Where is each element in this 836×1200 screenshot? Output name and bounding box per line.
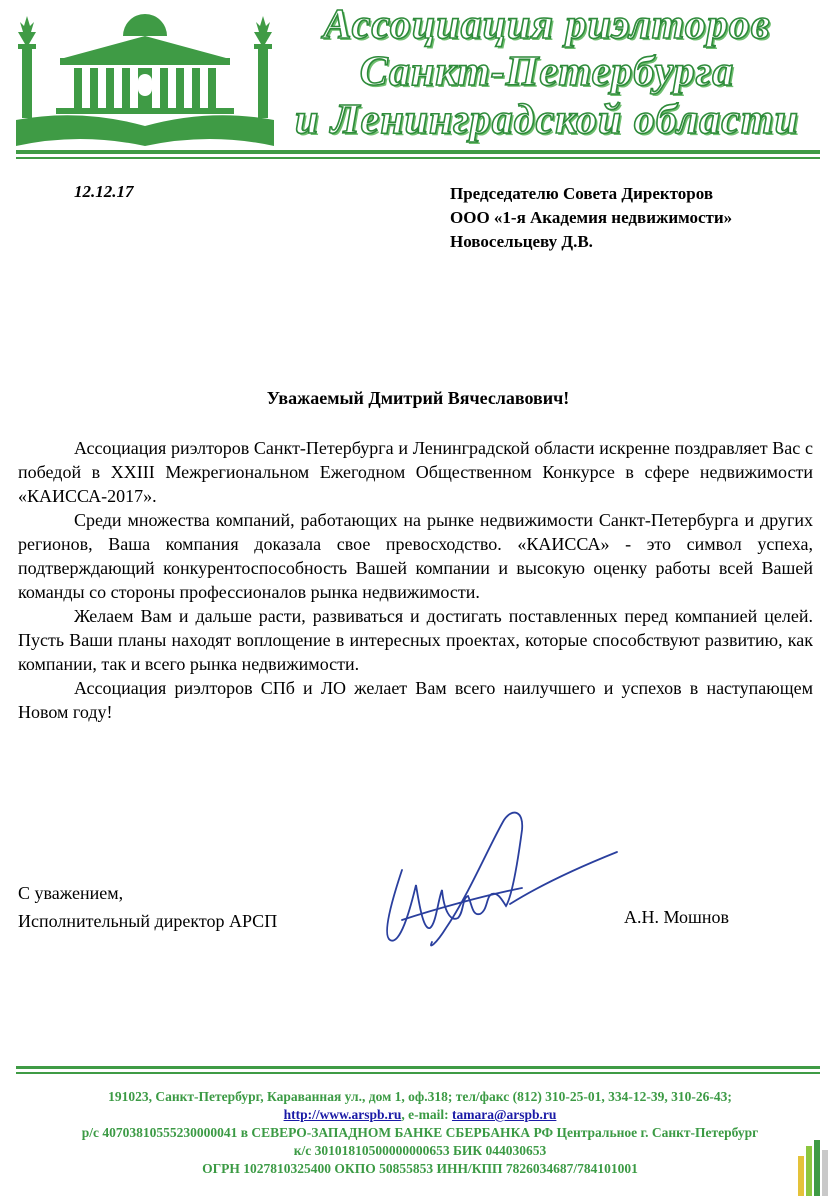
closing-regards: С уважением, xyxy=(18,883,124,903)
addressee-line: Председателю Совета Директоров xyxy=(450,184,714,203)
website-link[interactable]: http://www.arspb.ru xyxy=(283,1107,402,1122)
organization-title xyxy=(282,2,812,144)
body-paragraph: Ассоциация риэлторов СПб и ЛО желает Вам всего наилучшего и успехов в наступающем Новом году! xyxy=(18,678,813,722)
header-divider xyxy=(16,150,820,154)
footer-divider xyxy=(16,1066,820,1069)
footer-bank-account: р/с 40703810555230000041 в СЕВЕРО-ЗАПАДНОМ БАНКЕ СБЕРБАНКА РФ Центральное г. Санкт-Петербург xyxy=(81,1125,759,1140)
salutation: Уважаемый Дмитрий Вячеславович! xyxy=(266,388,570,408)
organization-title-line3: и Ленинградской области xyxy=(295,97,799,143)
letter-body xyxy=(18,436,813,724)
letter-date: 12.12.17 xyxy=(74,182,134,201)
footer-web-line xyxy=(20,1106,820,1124)
email-link[interactable]: tamara@arspb.ru xyxy=(451,1107,557,1122)
association-logo-icon xyxy=(16,8,274,146)
body-paragraph: Среди множества компаний, работающих на рынке недвижимости Санкт-Петербурга и других регионов, Ваша компания доказала свое превосходство. «КАИССА» - это символ успеха, подтверждающий конкурентоспособность Вашей компании и высокую оценку работы всей Вашей команды со стороны профессионалов рынка недвижимости. xyxy=(18,510,813,602)
addressee-block xyxy=(450,182,732,254)
signer-name: А.Н. Мошнов xyxy=(624,907,730,927)
footer-correspondent-account: к/с 30101810500000000653 БИК 044030653 xyxy=(293,1143,547,1158)
organization-title-line1: Ассоциация риэлторов xyxy=(323,2,771,48)
email-label: , e-mail: xyxy=(401,1107,452,1122)
organization-title-line2: Санкт-Петербурга xyxy=(359,49,735,95)
signer-position: Исполнительный директор АРСП xyxy=(18,911,278,931)
footer-divider-thin xyxy=(16,1072,820,1074)
addressee-line: Новосельцеву Д.В. xyxy=(450,232,593,251)
footer-registration-ids: ОГРН 1027810325400 ОКПО 50855853 ИНН/КПП 7826034687/784101001 xyxy=(202,1161,638,1176)
header-divider-thin xyxy=(16,157,820,159)
body-paragraph: Желаем Вам и дальше расти, развиваться и достигать поставленных перед компанией целей. Пусть Ваши планы находят воплощение в интересных проектах, которые способствуют развитию, как компании, так и всего рынка недвижимости. xyxy=(18,606,813,674)
closing-block xyxy=(18,879,277,935)
footer-address: 191023, Санкт-Петербург, Караванная ул., дом 1, оф.318; тел/факс (812) 310-25-01, 334-12-39, 310-26-43; xyxy=(108,1089,732,1104)
body-paragraph: Ассоциация риэлторов Санкт-Петербурга и Ленинградской области искренне поздравляет Вас с победой в XXIII Межрегиональном Ежегодном Общественном Конкурсе в сфере недвижимости «КАИССА-2017». xyxy=(18,438,813,506)
footer-contacts xyxy=(20,1088,820,1178)
corner-stripes-icon xyxy=(796,1140,832,1196)
addressee-line: ООО «1-я Академия недвижимости» xyxy=(450,208,733,227)
handwritten-signature xyxy=(372,800,622,960)
